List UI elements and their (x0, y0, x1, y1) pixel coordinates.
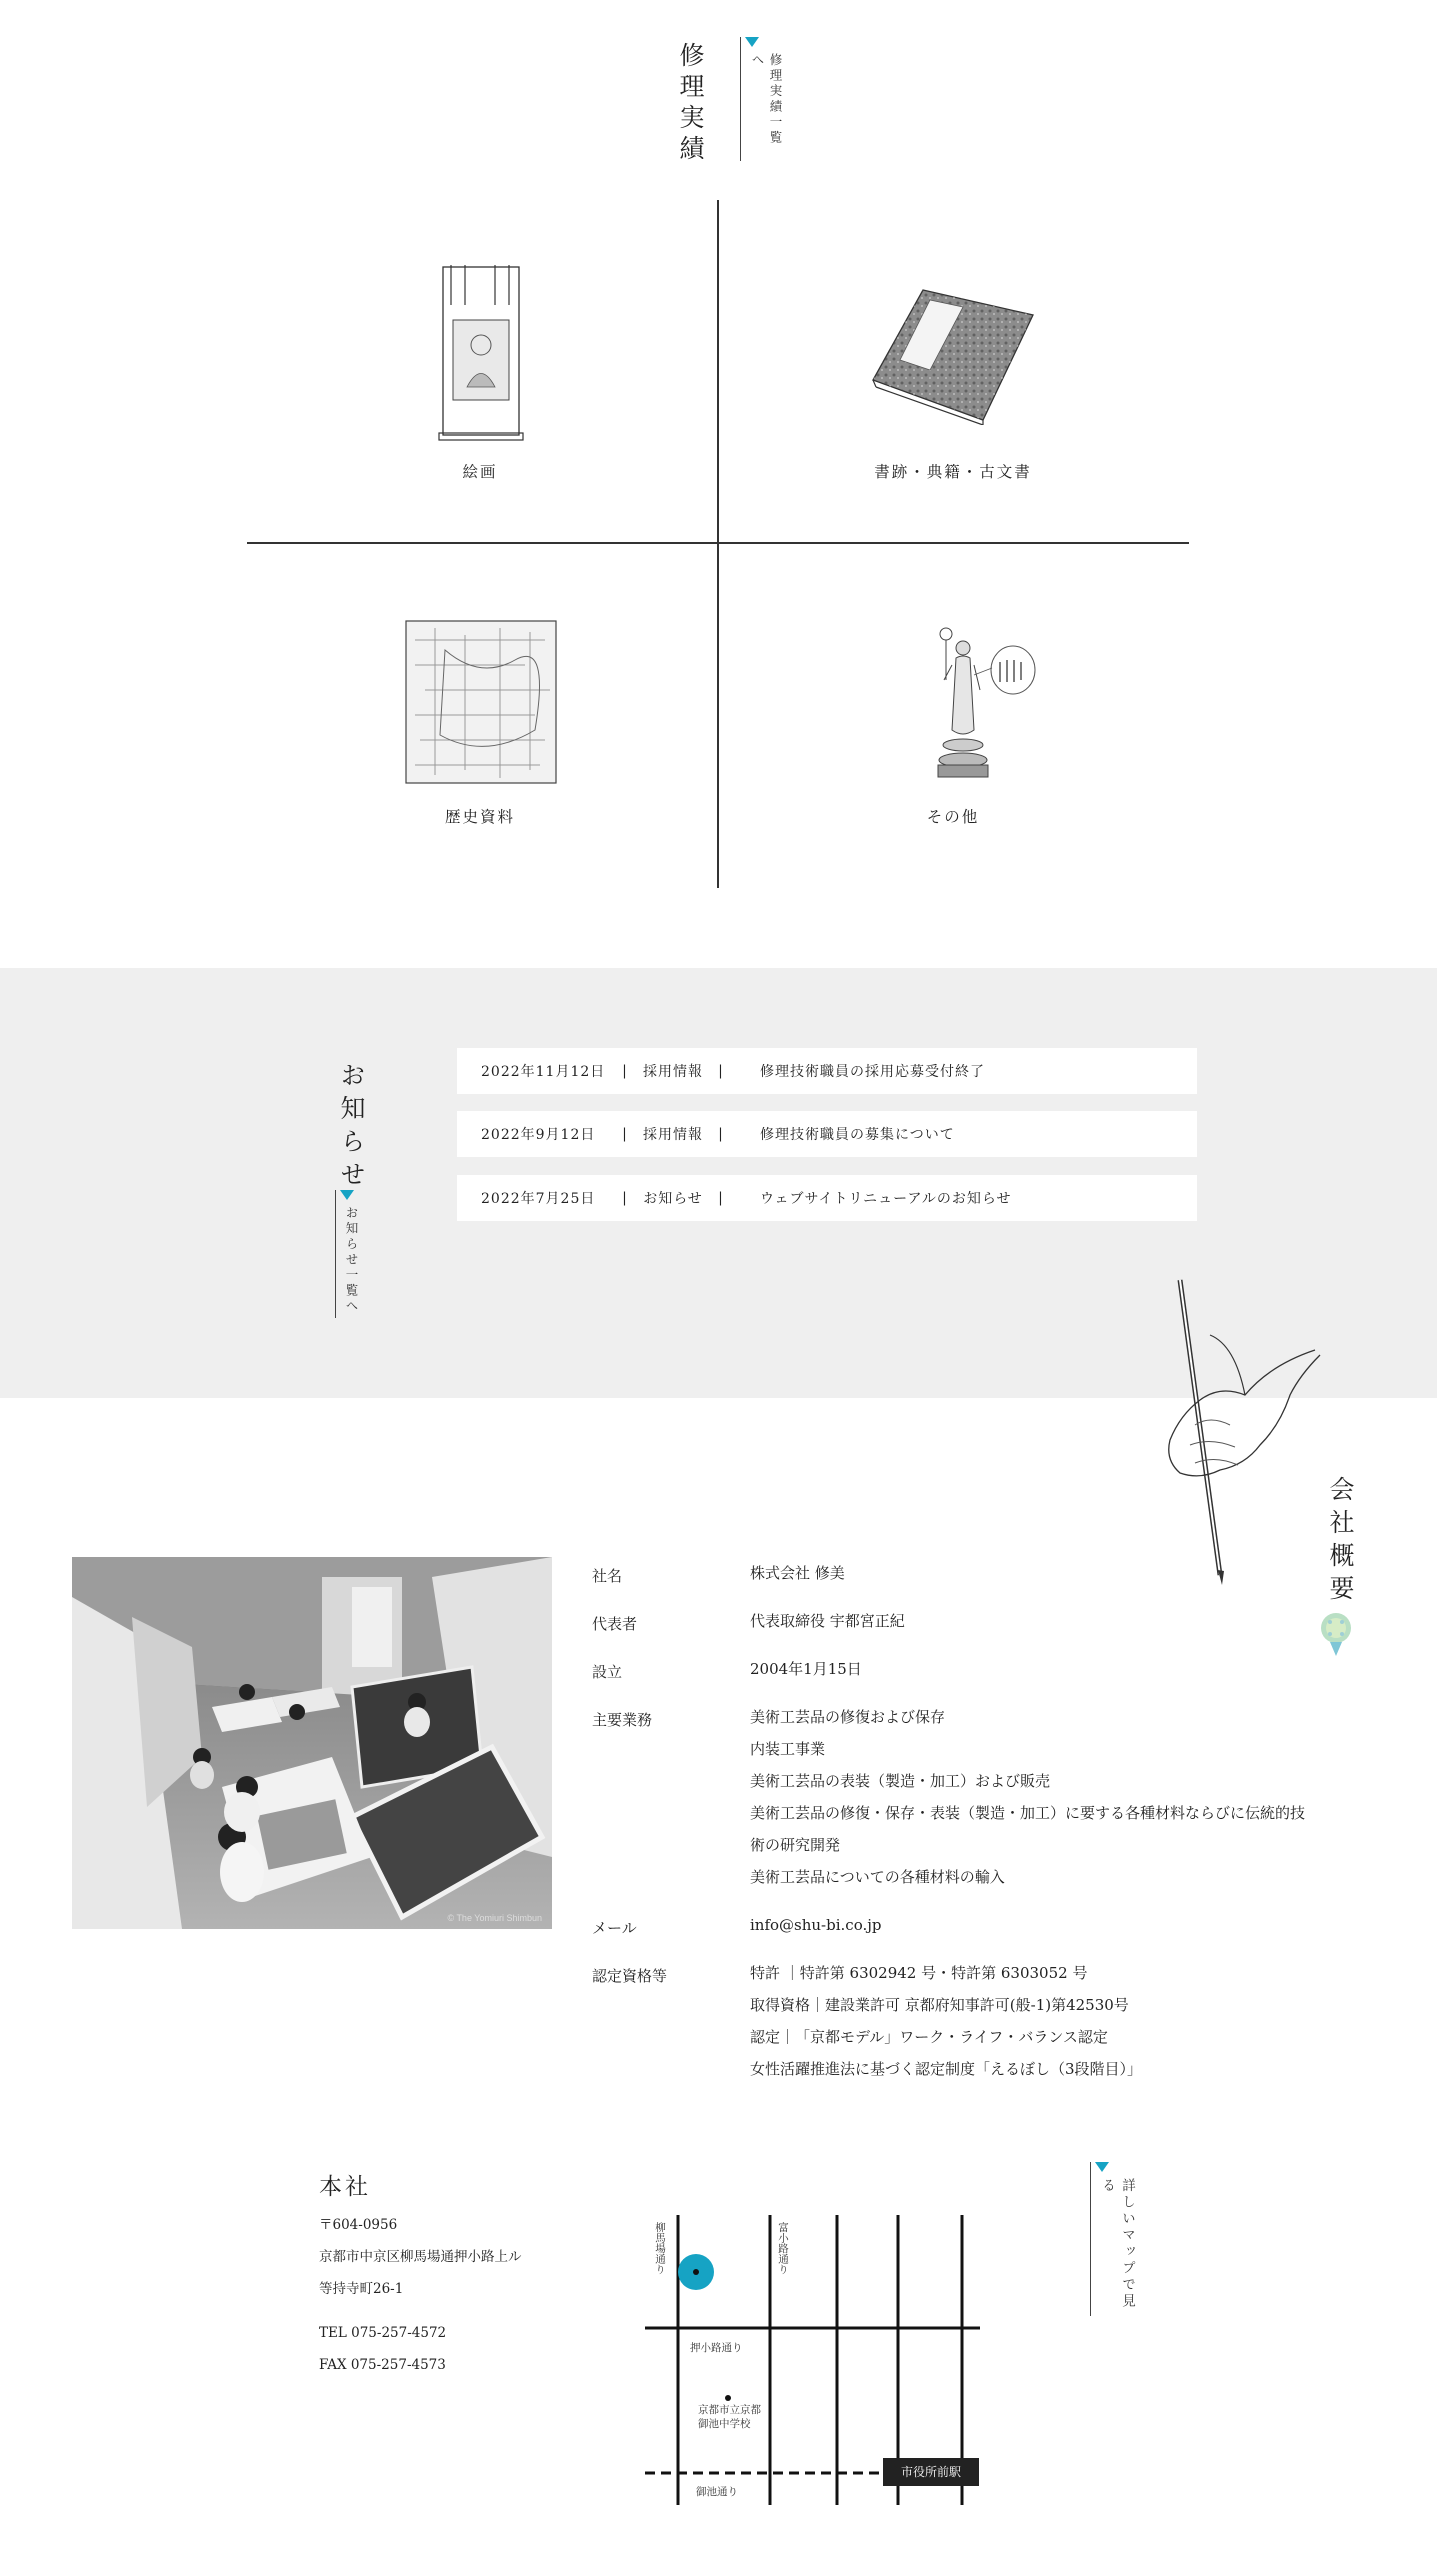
buddha-statue-illustration (908, 620, 1038, 785)
news-date: 2022年9月12日 (481, 1127, 596, 1143)
hq-address-line1: 京都市中京区柳馬場通押小路上ル (319, 2249, 522, 2265)
works-section-title: 修理実績 (676, 42, 705, 166)
category-label: 絵画 (462, 463, 498, 481)
info-key: 代表者 (592, 1615, 638, 1633)
detail-map-link[interactable] (1090, 2162, 1135, 2316)
info-key: 設立 (592, 1663, 623, 1681)
info-key: 社名 (592, 1567, 623, 1585)
works-list-link[interactable] (740, 37, 783, 161)
map-street-label: 柳馬場通り (654, 2222, 666, 2275)
news-date: 2022年7月25日 (481, 1191, 596, 1207)
info-value: 代表取締役 宇都宮正紀 (750, 1612, 905, 1630)
hq-fax: FAX 075-257-4573 (319, 2357, 446, 2373)
news-title: 修理技術職員の採用応募受付終了 (760, 1064, 985, 1080)
news-item[interactable] (457, 1175, 1197, 1221)
news-title: 修理技術職員の募集について (760, 1127, 955, 1143)
news-section-title: お知らせ (337, 1062, 366, 1194)
news-category: 採用情報 (643, 1127, 703, 1143)
news-separator: | (622, 1063, 628, 1079)
map-school-label: 御池中学校 (698, 2418, 751, 2430)
photo-credit: © The Yomiuri Shimbun (447, 1913, 542, 1923)
historical-map-illustration (405, 620, 557, 784)
category-other[interactable] (803, 600, 1103, 840)
info-value-certifications: 特許 ｜特許第 6302942 号・特許第 6303052 号 取得資格｜建設業許可 京都府知事許可(般-1)第42530号 認定｜「京都モデル」ワーク・ライフ・バランス認定 女性活躍推進法に基づく認定制度「えるぼし（3段階目）」 (750, 1964, 1143, 2078)
workshop-photo (72, 1557, 552, 1929)
hq-postal: 〒604-0956 (319, 2217, 398, 2233)
info-value: 2004年1月15日 (750, 1660, 862, 1678)
detail-map-link-label: 詳しいマップで見る (1099, 2178, 1135, 2310)
hq-tel[interactable]: TEL 075-257-4572 (319, 2325, 447, 2341)
news-date: 2022年11月12日 (481, 1064, 606, 1080)
hand-brush-illustration (1150, 1275, 1330, 1585)
triangle-down-icon (745, 37, 759, 47)
news-category: 採用情報 (643, 1064, 703, 1080)
news-list-link-label: お知らせ一覧へ (344, 1206, 359, 1315)
news-item[interactable] (457, 1111, 1197, 1157)
category-label: 歴史資料 (444, 808, 515, 826)
news-title: ウェブサイトリニューアルのお知らせ (760, 1191, 1012, 1207)
category-painting[interactable] (330, 255, 630, 495)
news-item[interactable] (457, 1048, 1197, 1094)
map-street-label: 富小路通り (777, 2222, 789, 2275)
company-section-title: 会社概要 (1326, 1476, 1355, 1608)
info-value-main-business: 美術工芸品の修復および保存 内装工事業 美術工芸品の表装（製造・加工）および販売 美術工芸品の修復・保存・表装（製造・加工）に要する各種材料ならびに伝統的技 術の研究開発 美術工芸品についての各種材料の輸入 (750, 1708, 1306, 1886)
map-station-label: 市役所前駅 (900, 2465, 962, 2479)
category-label: その他 (926, 808, 980, 826)
info-key: メール (592, 1919, 637, 1937)
news-separator: | (622, 1190, 628, 1206)
triangle-down-icon (340, 1190, 354, 1200)
works-list-link-label: 修理実績一覧へ (750, 53, 783, 146)
news-list-link[interactable] (335, 1190, 359, 1318)
hq-title: 本社 (319, 2174, 371, 2200)
news-category: お知らせ (643, 1191, 703, 1207)
hanging-scroll-illustration (437, 265, 525, 445)
news-separator: | (718, 1190, 724, 1206)
triangle-down-icon (1095, 2162, 1109, 2172)
map-school-label: 京都市立京都 (698, 2404, 761, 2416)
access-map[interactable] (640, 2210, 990, 2510)
info-value: 株式会社 修美 (750, 1564, 845, 1582)
info-key: 主要業務 (592, 1711, 653, 1729)
hq-address-line2: 等持寺町26-1 (319, 2281, 404, 2297)
grid-divider-horizontal (247, 542, 1189, 544)
info-key: 認定資格等 (592, 1967, 668, 1985)
news-separator: | (718, 1126, 724, 1142)
category-historical[interactable] (330, 600, 630, 840)
grid-divider-vertical (717, 200, 719, 888)
book-illustration (868, 285, 1038, 425)
category-label: 書跡・典籍・古文書 (874, 463, 1032, 481)
map-street-label: 御池通り (696, 2486, 738, 2498)
map-street-label: 押小路通り (690, 2342, 743, 2354)
category-documents[interactable] (803, 255, 1103, 495)
info-value-email[interactable]: info@shu-bi.co.jp (750, 1916, 882, 1934)
news-separator: | (718, 1063, 724, 1079)
news-separator: | (622, 1126, 628, 1142)
